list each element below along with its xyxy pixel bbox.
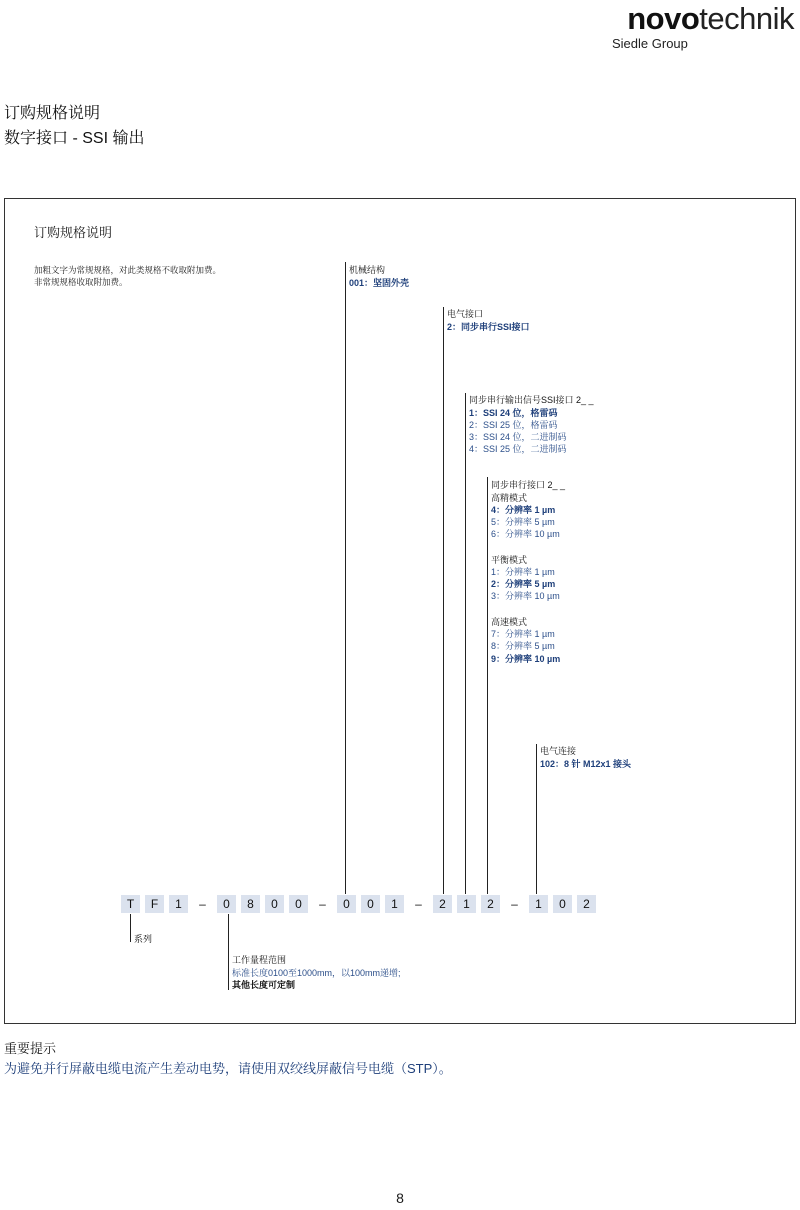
code-cell-range: 0 xyxy=(289,895,308,913)
mode-group-name: 平衡模式 xyxy=(491,555,528,565)
page-title: 订购规格说明 xyxy=(4,105,101,122)
range-custom: 其他长度可定制 xyxy=(232,980,296,990)
ssi-signal-option: 3：SSI 24 位，二进制码 xyxy=(469,432,567,442)
ssi-signal-option: 1：SSI 24 位，格雷码 xyxy=(469,408,558,418)
code-cell-range: 0 xyxy=(265,895,284,913)
section-title: 订购规格说明 xyxy=(34,225,113,240)
code-separator: – xyxy=(511,897,518,911)
page-number: 8 xyxy=(396,1190,404,1206)
range-label: 工作量程范围 xyxy=(232,955,287,965)
important-title: 重要提示 xyxy=(4,1041,57,1056)
brand-logo xyxy=(627,2,794,36)
mechanical-label: 机械结构 xyxy=(349,265,386,275)
range-standard: 标准长度0100至1000mm，以100mm递增; xyxy=(232,968,401,978)
mode-option: 4：分辨率 1 µm xyxy=(491,505,556,515)
code-cell-mechanical: 0 xyxy=(337,895,356,913)
mode-option: 2：分辨率 5 µm xyxy=(491,579,556,589)
connection-option: 102：8 针 M12x1 接头 xyxy=(540,759,632,769)
mode-option: 9：分辨率 10 µm xyxy=(491,654,561,664)
logo-bold-text: novo xyxy=(627,1,700,36)
code-cell-mechanical: 1 xyxy=(385,895,404,913)
ssi-mode-label: 同步串行接口 2_ _ xyxy=(491,480,566,490)
code-cell-range: 8 xyxy=(241,895,260,913)
mode-option: 7：分辨率 1 µm xyxy=(491,629,555,639)
leader-line-ssi-signal xyxy=(465,393,466,894)
code-separator: – xyxy=(415,897,422,911)
leader-line-series xyxy=(130,914,131,942)
leader-line-ssi-mode xyxy=(487,477,488,894)
code-cell-interface: 1 xyxy=(457,895,476,913)
code-separator: – xyxy=(199,897,206,911)
leader-line-connection xyxy=(536,744,537,894)
leader-line-interface xyxy=(443,307,444,894)
note-line: 非常规规格收取附加费。 xyxy=(34,277,128,287)
code-separator: – xyxy=(319,897,326,911)
note-line: 加粗文字为常规规格，对此类规格不收取附加费。 xyxy=(34,265,222,275)
leader-line-range xyxy=(228,914,229,990)
mode-group-name: 高精模式 xyxy=(491,493,528,503)
code-cell-interface: 2 xyxy=(481,895,500,913)
connection-label: 电气连接 xyxy=(540,746,577,756)
ssi-signal-option: 4：SSI 25 位，二进制码 xyxy=(469,444,567,454)
important-text: 为避免并行屏蔽电缆电流产生差动电势，请使用双绞线屏蔽信号电缆（STP）。 xyxy=(4,1061,452,1076)
mode-option: 1：分辨率 1 µm xyxy=(491,567,555,577)
code-cell-series: 1 xyxy=(169,895,188,913)
mechanical-option: 001：坚固外壳 xyxy=(349,278,410,288)
series-label: 系列 xyxy=(134,934,153,944)
code-cell-connection: 2 xyxy=(577,895,596,913)
ssi-signal-option: 2：SSI 25 位，格雷码 xyxy=(469,420,558,430)
interface-label: 电气接口 xyxy=(447,309,484,319)
code-cell-mechanical: 0 xyxy=(361,895,380,913)
page-subtitle: 数字接口 - SSI 输出 xyxy=(4,130,145,147)
code-cell-series: F xyxy=(145,895,164,913)
code-cell-series: T xyxy=(121,895,140,913)
mode-option: 3：分辨率 10 µm xyxy=(491,591,560,601)
code-cell-connection: 1 xyxy=(529,895,548,913)
logo-light-text: technik xyxy=(699,1,794,36)
mode-group-name: 高速模式 xyxy=(491,617,528,627)
code-cell-interface: 2 xyxy=(433,895,452,913)
ssi-signal-label: 同步串行输出信号SSI接口 2_ _ xyxy=(469,395,594,405)
logo-subtitle: Siedle Group xyxy=(612,36,688,51)
leader-line-mechanical xyxy=(345,262,346,894)
code-cell-connection: 0 xyxy=(553,895,572,913)
code-cell-range: 0 xyxy=(217,895,236,913)
mode-option: 8：分辨率 5 µm xyxy=(491,641,555,651)
interface-option: 2：同步串行SSI接口 xyxy=(447,322,530,332)
mode-option: 5：分辨率 5 µm xyxy=(491,517,555,527)
mode-option: 6：分辨率 10 µm xyxy=(491,529,560,539)
